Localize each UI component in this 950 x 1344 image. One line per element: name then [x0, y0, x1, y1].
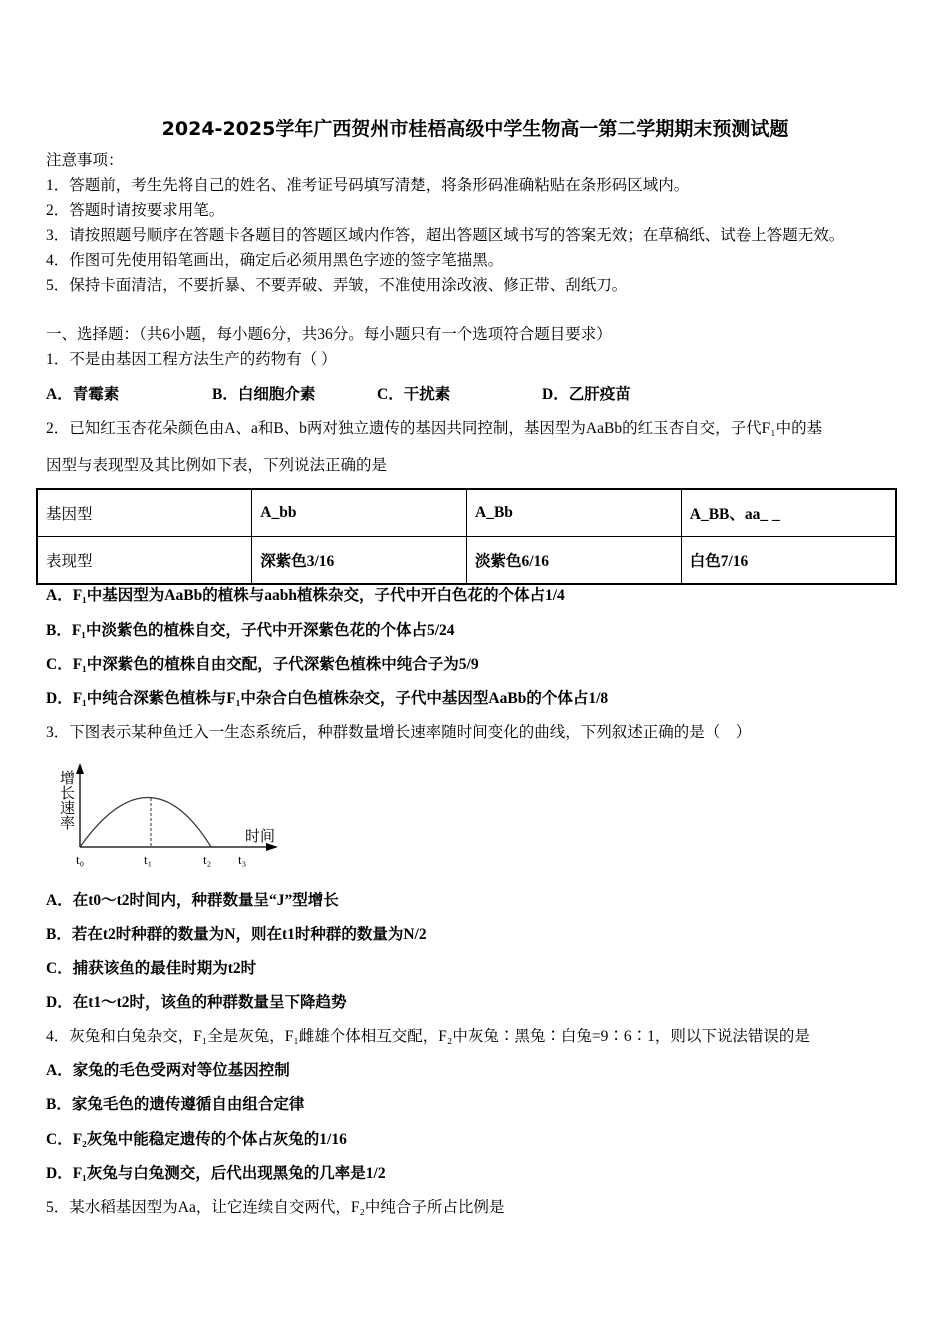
q2-option-a: A．F₁中基因型为AaBb的植株与aabh植株杂交，子代中开白色花的个体占1/4 — [46, 587, 565, 604]
table-cell: A_bb — [252, 489, 467, 537]
x-axis-label: 时间 — [245, 827, 276, 845]
question-2-stem: 2．已知红玉杏花朵颜色由A、a和B、b两对独立遗传的基因共同控制，基因型为AaBb的红玉杏自交，子代F₁中的基 — [46, 420, 823, 437]
q3-option-c: C．捕获该鱼的最佳时期为t2时 — [46, 960, 257, 977]
q2-option-c: C．F₁中深紫色的植株自由交配，子代深紫色植株中纯合子为5/9 — [46, 656, 479, 673]
q4-option-a: A．家兔的毛色受两对等位基因控制 — [46, 1062, 290, 1079]
q1-option-b: B．白细胞介素 — [212, 386, 316, 403]
notice-item: 1．答题前，考生先将自己的姓名、准考证号码填写清楚，将条形码准确粘贴在条形码区域内。 — [46, 177, 690, 194]
q1-option-c: C．干扰素 — [377, 386, 451, 403]
q4-option-d: D．F₁灰兔与白兔测交，后代出现黑兔的几率是1/2 — [46, 1165, 386, 1182]
tick-label: t₁ — [144, 852, 153, 867]
y-axis-arrow-icon — [76, 763, 84, 774]
notice-heading: 注意事项： — [46, 152, 124, 169]
q2-option-b: B．F₁中淡紫色的植株自交，子代中开深紫色花的个体占5/24 — [46, 622, 455, 639]
q3-option-a: A．在t0～t2时间内，种群数量呈“J”型增长 — [46, 892, 339, 909]
q4-option-c: C．F₂灰兔中能稳定遗传的个体占灰兔的1/16 — [46, 1131, 347, 1148]
notice-item: 3．请按照题号顺序在答题卡各题目的答题区域内作答，超出答题区域书写的答案无效；在草稿纸、试卷上答题无效。 — [46, 227, 845, 244]
q1-option-a: A．青霉素 — [46, 386, 120, 403]
table-cell: 表现型 — [37, 537, 252, 585]
q2-option-d: D．F₁中纯合深紫色植株与F₁中杂合白色植株杂交，子代中基因型AaBb的个体占1/8 — [46, 690, 609, 707]
y-axis-label: 增长速率 — [58, 770, 76, 830]
tick-label: t₃ — [238, 852, 247, 867]
q3-option-b: B．若在t2时种群的数量为N，则在t1时种群的数量为N/2 — [46, 926, 427, 943]
table-cell: 基因型 — [37, 489, 252, 537]
page-title: 2024-2025学年广西贺州市桂梧高级中学生物高一第二学期期末预测试题 — [161, 118, 789, 140]
genotype-table — [36, 488, 897, 585]
growth-rate-figure — [40, 758, 300, 870]
question-2-stem-cont: 因型与表现型及其比例如下表，下列说法正确的是 — [46, 457, 388, 474]
section-heading: 一、选择题：（共6小题，每小题6分，共36分。每小题只有一个选项符合题目要求） — [46, 326, 612, 343]
q4-option-b: B．家兔毛色的遗传遵循自由组合定律 — [46, 1096, 305, 1113]
table-cell: 白色7/16 — [681, 537, 896, 585]
growth-curve — [80, 798, 211, 848]
table-row — [37, 489, 896, 537]
notice-item: 2．答题时请按要求用笔。 — [46, 202, 225, 219]
question-1-stem: 1．不是由基因工程方法生产的药物有（ ） — [46, 351, 337, 368]
table-cell: A_Bb — [467, 489, 682, 537]
notice-item: 5．保持卡面清洁，不要折暴、不要弄破、弄皱，不准使用涂改液、修正带、刮纸刀。 — [46, 277, 628, 294]
table-row — [37, 537, 896, 585]
q1-option-d: D．乙肝疫苗 — [542, 386, 631, 403]
table-cell: A_BB、aa_ _ — [681, 489, 896, 537]
tick-label: t₀ — [76, 852, 85, 867]
notice-item: 4．作图可先使用铅笔画出，确定后必须用黑色字迹的签字笔描黑。 — [46, 252, 504, 269]
table-cell: 深紫色3/16 — [252, 537, 467, 585]
question-3-stem: 3．下图表示某种鱼迁入一生态系统后，种群数量增长速率随时间变化的曲线，下列叙述正确的是（ ） — [46, 724, 752, 741]
q3-option-d: D．在t1～t2时，该鱼的种群数量呈下降趋势 — [46, 994, 347, 1011]
question-5-stem: 5．某水稻基因型为Aa，让它连续自交两代，F₂中纯合子所占比例是 — [46, 1199, 505, 1216]
tick-label: t₂ — [203, 852, 212, 867]
table-cell: 淡紫色6/16 — [467, 537, 682, 585]
question-4-stem: 4．灰兔和白兔杂交，F₁全是灰兔，F₁雌雄个体相互交配，F₂中灰兔∶黑兔∶白兔=9∶6∶1，则以下说法错误的是 — [46, 1028, 810, 1045]
